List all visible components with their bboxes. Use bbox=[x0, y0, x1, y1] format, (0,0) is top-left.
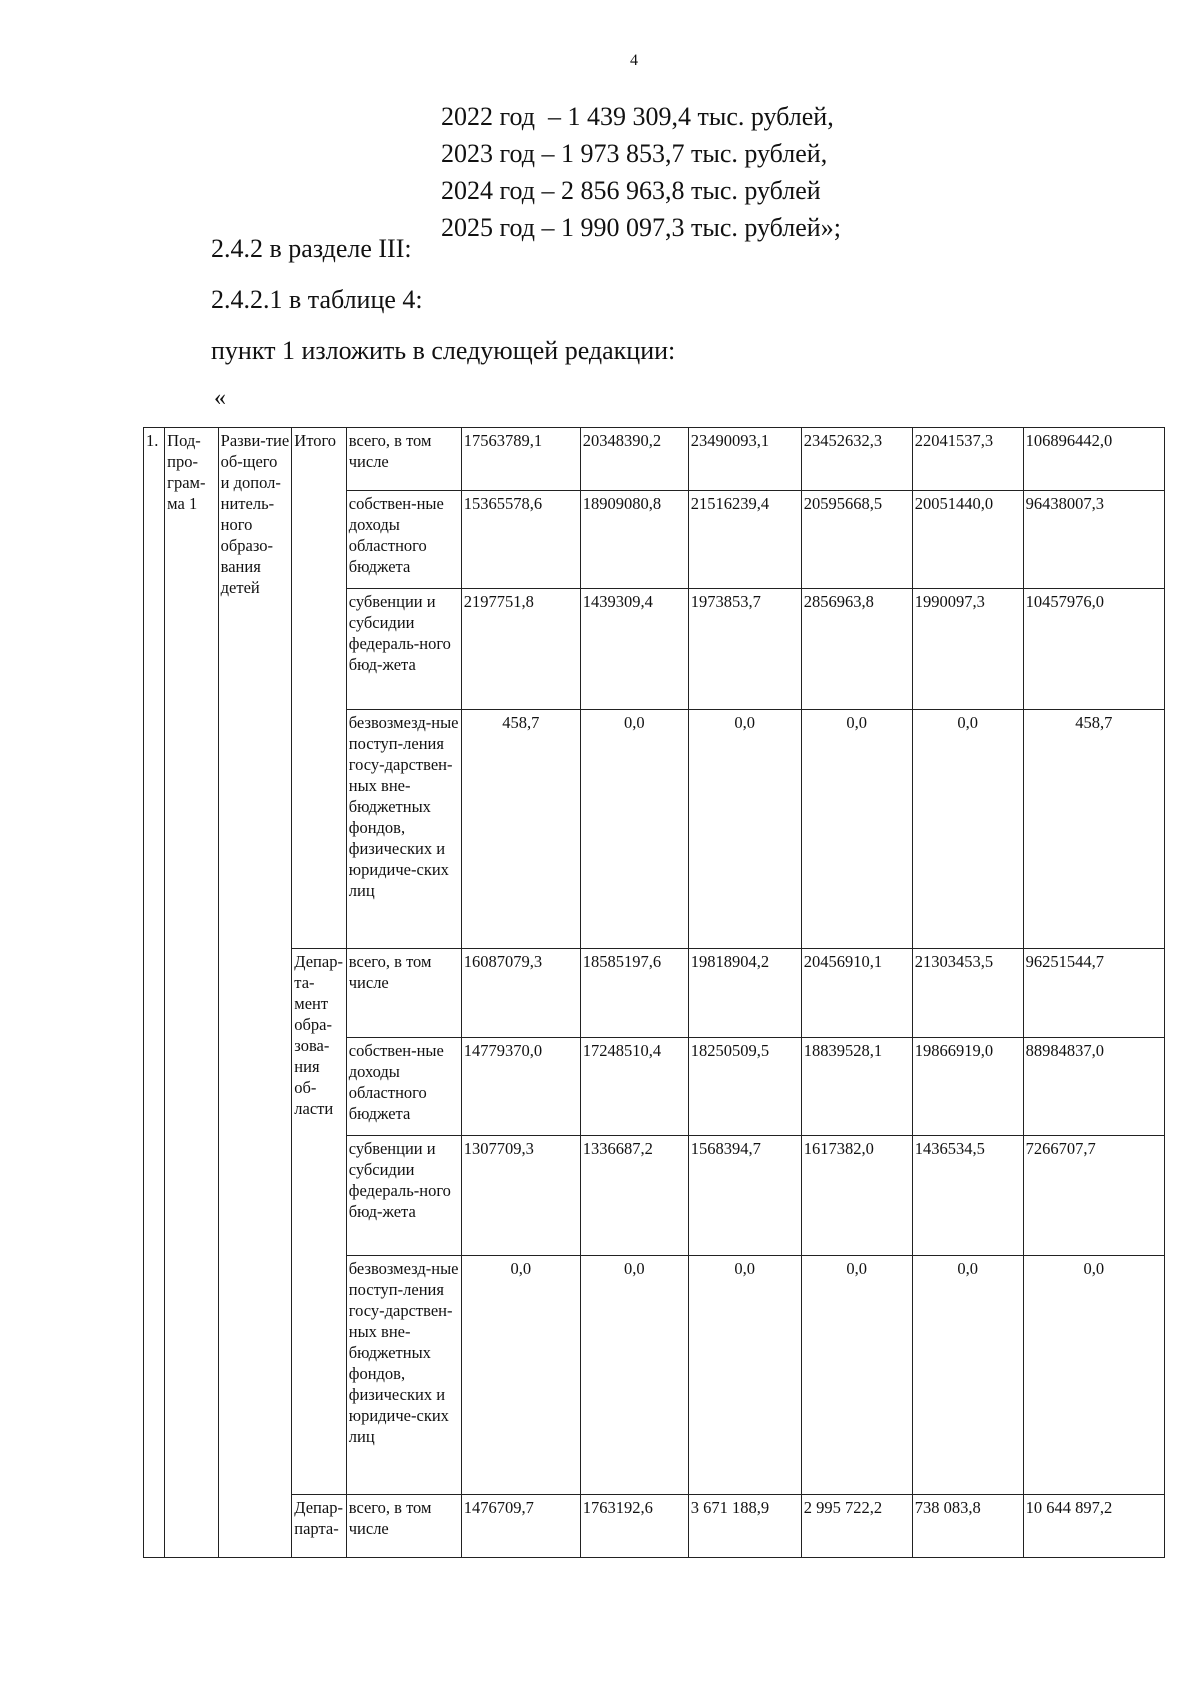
value-cell: 20051440,0 bbox=[912, 491, 1023, 589]
funding-line: 2022 год – 1 439 309,4 тыс. рублей, bbox=[441, 102, 834, 131]
value-cell: 18839528,1 bbox=[801, 1038, 912, 1136]
value-cell: 22041537,3 bbox=[912, 428, 1023, 491]
table-row bbox=[144, 428, 1165, 491]
value-cell: 1763192,6 bbox=[580, 1495, 688, 1558]
value-cell: 2197751,8 bbox=[461, 589, 580, 710]
value-cell: 0,0 bbox=[580, 1256, 688, 1495]
page-number: 4 bbox=[630, 52, 638, 69]
value-cell: 106896442,0 bbox=[1023, 428, 1164, 491]
value-cell: 10457976,0 bbox=[1023, 589, 1164, 710]
row-label: всего, в том числе bbox=[346, 1495, 461, 1558]
row-label: собствен-ные доходы областного бюджета bbox=[346, 1038, 461, 1136]
value-cell: 18909080,8 bbox=[580, 491, 688, 589]
section-paragraph: 2.4.2 в разделе III: bbox=[211, 234, 412, 263]
value-cell: 1990097,3 bbox=[912, 589, 1023, 710]
table-row bbox=[144, 949, 1165, 1038]
value-cell: 1476709,7 bbox=[461, 1495, 580, 1558]
value-cell: 16087079,3 bbox=[461, 949, 580, 1038]
value-cell: 10 644 897,2 bbox=[1023, 1495, 1164, 1558]
funding-line: 2025 год – 1 990 097,3 тыс. рублей»; bbox=[441, 213, 841, 242]
value-cell: 21516239,4 bbox=[688, 491, 801, 589]
value-cell: 0,0 bbox=[801, 710, 912, 949]
value-cell: 17563789,1 bbox=[461, 428, 580, 491]
row-label: субвенции и субсидии федераль-ного бюд-жета bbox=[346, 589, 461, 710]
value-cell: 458,7 bbox=[1023, 710, 1164, 949]
value-cell: 0,0 bbox=[1023, 1256, 1164, 1495]
value-cell: 2856963,8 bbox=[801, 589, 912, 710]
open-quote: « bbox=[214, 385, 226, 411]
value-cell: 23452632,3 bbox=[801, 428, 912, 491]
row-label: всего, в том числе bbox=[346, 949, 461, 1038]
row-label: собствен-ные доходы областного бюджета bbox=[346, 491, 461, 589]
value-cell: 1439309,4 bbox=[580, 589, 688, 710]
value-cell: 19818904,2 bbox=[688, 949, 801, 1038]
value-cell: 1436534,5 bbox=[912, 1136, 1023, 1256]
value-cell: 19866919,0 bbox=[912, 1038, 1023, 1136]
budget-table bbox=[143, 427, 1165, 1558]
value-cell: 1307709,3 bbox=[461, 1136, 580, 1256]
value-cell: 0,0 bbox=[688, 1256, 801, 1495]
value-cell: 3 671 188,9 bbox=[688, 1495, 801, 1558]
value-cell: 96251544,7 bbox=[1023, 949, 1164, 1038]
table-ref-paragraph: 2.4.2.1 в таблице 4: bbox=[211, 285, 423, 314]
value-cell: 88984837,0 bbox=[1023, 1038, 1164, 1136]
program-name-cell: Разви-тие об-щего и допол-нитель-ного образо-вания детей bbox=[218, 428, 292, 1558]
value-cell: 14779370,0 bbox=[461, 1038, 580, 1136]
instruction-paragraph: пункт 1 изложить в следующей редакции: bbox=[211, 336, 676, 365]
value-cell: 7266707,7 bbox=[1023, 1136, 1164, 1256]
value-cell: 15365578,6 bbox=[461, 491, 580, 589]
value-cell: 18250509,5 bbox=[688, 1038, 801, 1136]
value-cell: 20595668,5 bbox=[801, 491, 912, 589]
funding-line: 2023 год – 1 973 853,7 тыс. рублей, bbox=[441, 139, 828, 168]
value-cell: 20348390,2 bbox=[580, 428, 688, 491]
value-cell: 21303453,5 bbox=[912, 949, 1023, 1038]
value-cell: 738 083,8 bbox=[912, 1495, 1023, 1558]
funding-by-year bbox=[441, 98, 841, 246]
value-cell: 18585197,6 bbox=[580, 949, 688, 1038]
value-cell: 0,0 bbox=[912, 1256, 1023, 1495]
executor-cell: Депар-парта- bbox=[292, 1495, 346, 1558]
value-cell: 0,0 bbox=[801, 1256, 912, 1495]
value-cell: 20456910,1 bbox=[801, 949, 912, 1038]
value-cell: 1336687,2 bbox=[580, 1136, 688, 1256]
value-cell: 0,0 bbox=[912, 710, 1023, 949]
item-number: 1. bbox=[144, 428, 165, 1558]
funding-line: 2024 год – 2 856 963,8 тыс. рублей bbox=[441, 176, 821, 205]
row-label: субвенции и субсидии федераль-ного бюд-жета bbox=[346, 1136, 461, 1256]
row-label: безвозмезд-ные поступ-ления госу-дарствен-ных вне-бюджетных фондов, физических и юридиче-ских лиц bbox=[346, 710, 461, 949]
value-cell: 0,0 bbox=[580, 710, 688, 949]
executor-cell: Депар-та-мент обра-зова-ния об-ласти bbox=[292, 949, 346, 1495]
value-cell: 23490093,1 bbox=[688, 428, 801, 491]
subprogram-cell: Под-про-грам-ма 1 bbox=[165, 428, 218, 1558]
row-label: безвозмезд-ные поступ-ления госу-дарствен-ных вне-бюджетных фондов, физических и юридиче-ских лиц bbox=[346, 1256, 461, 1495]
executor-cell: Итого bbox=[292, 428, 346, 949]
value-cell: 0,0 bbox=[461, 1256, 580, 1495]
value-cell: 17248510,4 bbox=[580, 1038, 688, 1136]
value-cell: 96438007,3 bbox=[1023, 491, 1164, 589]
row-label: всего, в том числе bbox=[346, 428, 461, 491]
value-cell: 1617382,0 bbox=[801, 1136, 912, 1256]
value-cell: 1973853,7 bbox=[688, 589, 801, 710]
value-cell: 2 995 722,2 bbox=[801, 1495, 912, 1558]
value-cell: 458,7 bbox=[461, 710, 580, 949]
value-cell: 0,0 bbox=[688, 710, 801, 949]
value-cell: 1568394,7 bbox=[688, 1136, 801, 1256]
table-row bbox=[144, 1495, 1165, 1558]
